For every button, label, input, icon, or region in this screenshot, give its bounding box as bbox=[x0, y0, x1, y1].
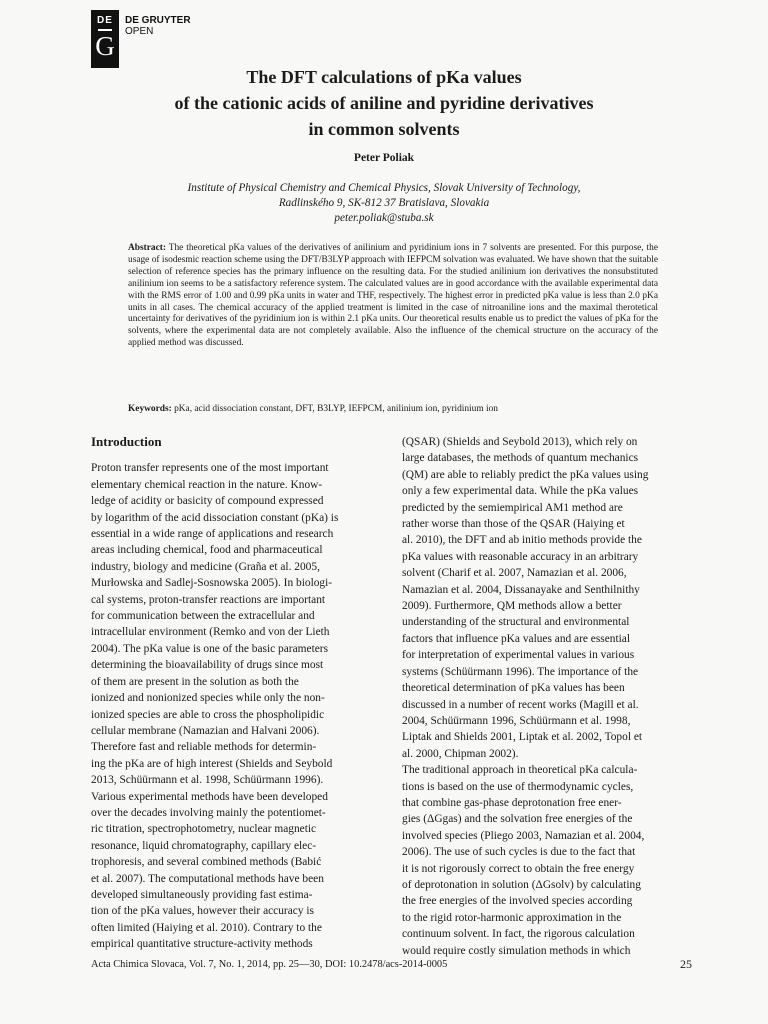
body-text-line: 2013, Schüürmann et al. 1998, Schüürmann 1996). bbox=[91, 774, 324, 787]
body-text-line: ledge of acidity or basicity of compound expressed bbox=[91, 495, 324, 508]
journal-footer: Acta Chimica Slovaca, Vol. 7, No. 1, 2014, pp. 25—30, DOI: 10.2478/acs-2014-0005 bbox=[91, 959, 448, 970]
affiliation-line: Radlinského 9, SK-812 37 Bratislava, Slovakia bbox=[278, 197, 490, 209]
body-text-line: it is not rigorously correct to obtain the free energy bbox=[402, 862, 635, 875]
body-text-line: al. 2010), the DFT and ab initio methods provide the bbox=[402, 534, 642, 547]
author-name: Peter Poliak bbox=[353, 152, 415, 164]
body-text-line: Murłowska and Sadlej-Sosnowska 2005). In biologi- bbox=[91, 577, 333, 590]
body-text-line: often limited (Haiying et al. 2010). Contrary to the bbox=[91, 921, 322, 934]
body-text-line: cellular membrane (Namazian and Halvani 2006). bbox=[91, 724, 320, 737]
body-text-line: Namazian et al. 2004, Dissanayake and Senthilnithy bbox=[402, 583, 640, 596]
abstract-text: The theoretical pKa values of the derivatives of anilinium and pyridinium ions in 7 solvents are presented. For this purpose, the usage of isodesmic reaction scheme using the DFT/B3LYP approach with IEFPCM solvation was evaluated. We have shown that the suitable selection of reference species has the primary influence on the resulting data. For the studied anilinium ion derivatives the nonsubstituted anilinium ion seems to be a satisfactory reference system. The calculated values are in good accordance with the available experimental data with the RMS error of 1.00 and 0.99 pKa units in water and THF, respectively. The highest error in predicted pKa value is less than 2.0 pKa units in all cases. The chemical accuracy of the applied treatment is limited in the case of nitroaniline ions and the maximal therotetical uncertainty for derivatives of the pyridinium ion is within 2.1 pKa units. Our theoretical results enable us to predict the values of pKa for the solvents, where the experimental data are not completely available. Also the influence of the chemical structure on the accuracy of the applied method was discussed. bbox=[128, 243, 658, 349]
body-text-line: large databases, the methods of quantum mechanics bbox=[402, 452, 639, 465]
body-text-line: (QM) are able to reliably predict the pKa values using bbox=[402, 468, 649, 481]
body-text-line: theoretical determination of pKa values has been bbox=[402, 682, 625, 695]
body-text-line: trophoresis, and several combined methods (Babić bbox=[91, 856, 322, 869]
body-text-line: tion of the pKa values, however their accuracy is bbox=[91, 905, 314, 918]
left-column bbox=[91, 434, 387, 953]
right-column bbox=[402, 434, 698, 959]
body-text-line: predicted by the semiempirical AM1 method are bbox=[402, 501, 623, 514]
body-text-line: of deprotonation in solution (ΔGsolv) by calculating bbox=[402, 878, 641, 891]
paper-title bbox=[60, 64, 708, 142]
body-text-line: over the decades involving mainly the potentiomet- bbox=[91, 806, 326, 819]
abstract bbox=[128, 243, 658, 350]
body-text-line: for communication between the extracellular and bbox=[91, 610, 315, 623]
body-text-line: Liptak and Shields 2001, Liptak et al. 2002, Topol et bbox=[402, 731, 643, 744]
body-text-line: Therefore fast and reliable methods for determin- bbox=[91, 741, 317, 754]
body-text-line: solvent (Charif et al. 2007, Namazian et al. 2006, bbox=[402, 567, 627, 580]
keywords-label: Keywords: bbox=[128, 404, 172, 414]
keywords-text: pKa, acid dissociation constant, DFT, B3LYP, IEFPCM, anilinium ion, pyridinium ion bbox=[174, 404, 498, 414]
publisher-name bbox=[125, 15, 191, 37]
body-text-line: (QSAR) (Shields and Seybold 2013), which rely on bbox=[402, 436, 638, 448]
body-text-line: by logarithm of the acid dissociation constant (pKa) is bbox=[91, 511, 339, 524]
body-text-line: ing the pKa are of high interest (Shields and Seybold bbox=[91, 757, 333, 770]
logo-top-text: DE bbox=[97, 15, 113, 26]
body-text-line: 2006). The use of such cycles is due to the fact that bbox=[402, 846, 636, 859]
body-text-line: resonance, liquid chromatography, capillary elec- bbox=[91, 839, 317, 852]
keywords bbox=[128, 404, 658, 414]
body-text-line: involved species (Pliego 2003, Namazian et al. 2004, bbox=[402, 829, 645, 842]
body-text-line: ionized and nonionized species while only the non- bbox=[91, 692, 325, 705]
body-text-line: only a few experimental data. While the pKa values bbox=[402, 485, 639, 498]
body-text-line: intracellular environment (Remko and von der Lieth bbox=[91, 626, 330, 639]
affiliation bbox=[60, 181, 708, 226]
body-text-line: of them are present in the solution as both the bbox=[91, 675, 299, 688]
publisher-name-line2: OPEN bbox=[125, 26, 154, 37]
body-text-line: pKa values with reasonable accuracy in an arbitrary bbox=[402, 550, 639, 563]
body-text-line: ionized species are able to cross the phospholipidic bbox=[91, 708, 325, 721]
body-text-line: Proton transfer represents one of the most important bbox=[91, 462, 329, 475]
title-line: of the cationic acids of aniline and pyridine derivatives bbox=[174, 93, 594, 113]
body-text-line: discussed in a number of recent works (Magill et al. bbox=[402, 698, 639, 711]
title-line: in common solvents bbox=[308, 119, 460, 139]
body-text-line: 2004). The pKa value is one of the basic parameters bbox=[91, 642, 329, 655]
body-text-line: al. 2000, Chipman 2002). bbox=[402, 747, 519, 760]
body-text-line: developed simultaneously providing fast estima- bbox=[91, 888, 313, 901]
body-text-line: 2009). Furthermore, QM methods allow a better bbox=[402, 600, 622, 613]
left-column-body bbox=[91, 460, 387, 952]
body-text-line: areas including chemical, food and pharmaceutical bbox=[91, 544, 323, 557]
body-text-line: understanding of the structural and environmental bbox=[402, 616, 630, 629]
page-number: 25 bbox=[680, 957, 692, 971]
body-text-line: gies (ΔGgas) and the solvation free energies of the bbox=[402, 813, 633, 826]
body-text-line: tions is based on the use of thermodynamic cycles, bbox=[402, 780, 634, 793]
body-text-line: factors that influence pKa values and are essential bbox=[402, 632, 631, 645]
logo-bottom-text: G bbox=[95, 31, 115, 61]
author-email[interactable]: peter.poliak@stuba.sk bbox=[334, 212, 434, 224]
body-text-line: empirical quantitative structure-activity methods bbox=[91, 938, 313, 951]
body-text-line: cal systems, proton-transfer reactions are important bbox=[91, 593, 326, 606]
body-text-line: to the rigid rotor-harmonic approximation in the bbox=[402, 911, 622, 924]
body-text-line: elementary chemical reaction in the nature. Know- bbox=[91, 478, 323, 491]
body-text-line: systems (Schüürmann 1996). The importance of the bbox=[402, 665, 639, 678]
introduction-heading: Introduction bbox=[91, 434, 162, 449]
abstract-label: Abstract: bbox=[128, 243, 167, 253]
body-text-line: rather worse than those of the QSAR (Haiying et bbox=[402, 518, 625, 531]
body-text-line: continuum solvent. In fact, the rigorous calculation bbox=[402, 928, 635, 941]
body-text-line: would require costly simulation methods in which bbox=[402, 944, 631, 957]
body-text-line: for interpretation of experimental values in various bbox=[402, 649, 635, 662]
affiliation-line: Institute of Physical Chemistry and Chemical Physics, Slovak University of Technology, bbox=[187, 182, 581, 194]
publisher-name-line1: DE GRUYTER bbox=[125, 15, 191, 26]
body-text-line: industry, biology and medicine (Graña et al. 2005, bbox=[91, 560, 320, 573]
body-text-line: Various experimental methods have been developed bbox=[91, 790, 328, 803]
right-column-body bbox=[402, 434, 698, 959]
body-text-line: 2004, Schüürmann 1996, Schüürmann et al. 1998, bbox=[402, 714, 631, 727]
body-text-line: et al. 2007). The computational methods have been bbox=[91, 872, 324, 885]
body-text-line: determining the bioavailability of drugs since most bbox=[91, 659, 324, 672]
body-text-line: that combine gas-phase deprotonation free ener- bbox=[402, 796, 622, 809]
body-text-line: The traditional approach in theoretical pKa calcula- bbox=[402, 764, 638, 777]
body-text-line: the free energies of the involved species according bbox=[402, 895, 633, 908]
publisher-logo bbox=[91, 10, 119, 68]
body-text-line: ric titration, spectrophotometry, nuclear magnetic bbox=[91, 823, 317, 836]
body-text-line: essential in a wide range of applications and research bbox=[91, 528, 334, 541]
title-line: The DFT calculations of pKa values bbox=[246, 67, 522, 87]
